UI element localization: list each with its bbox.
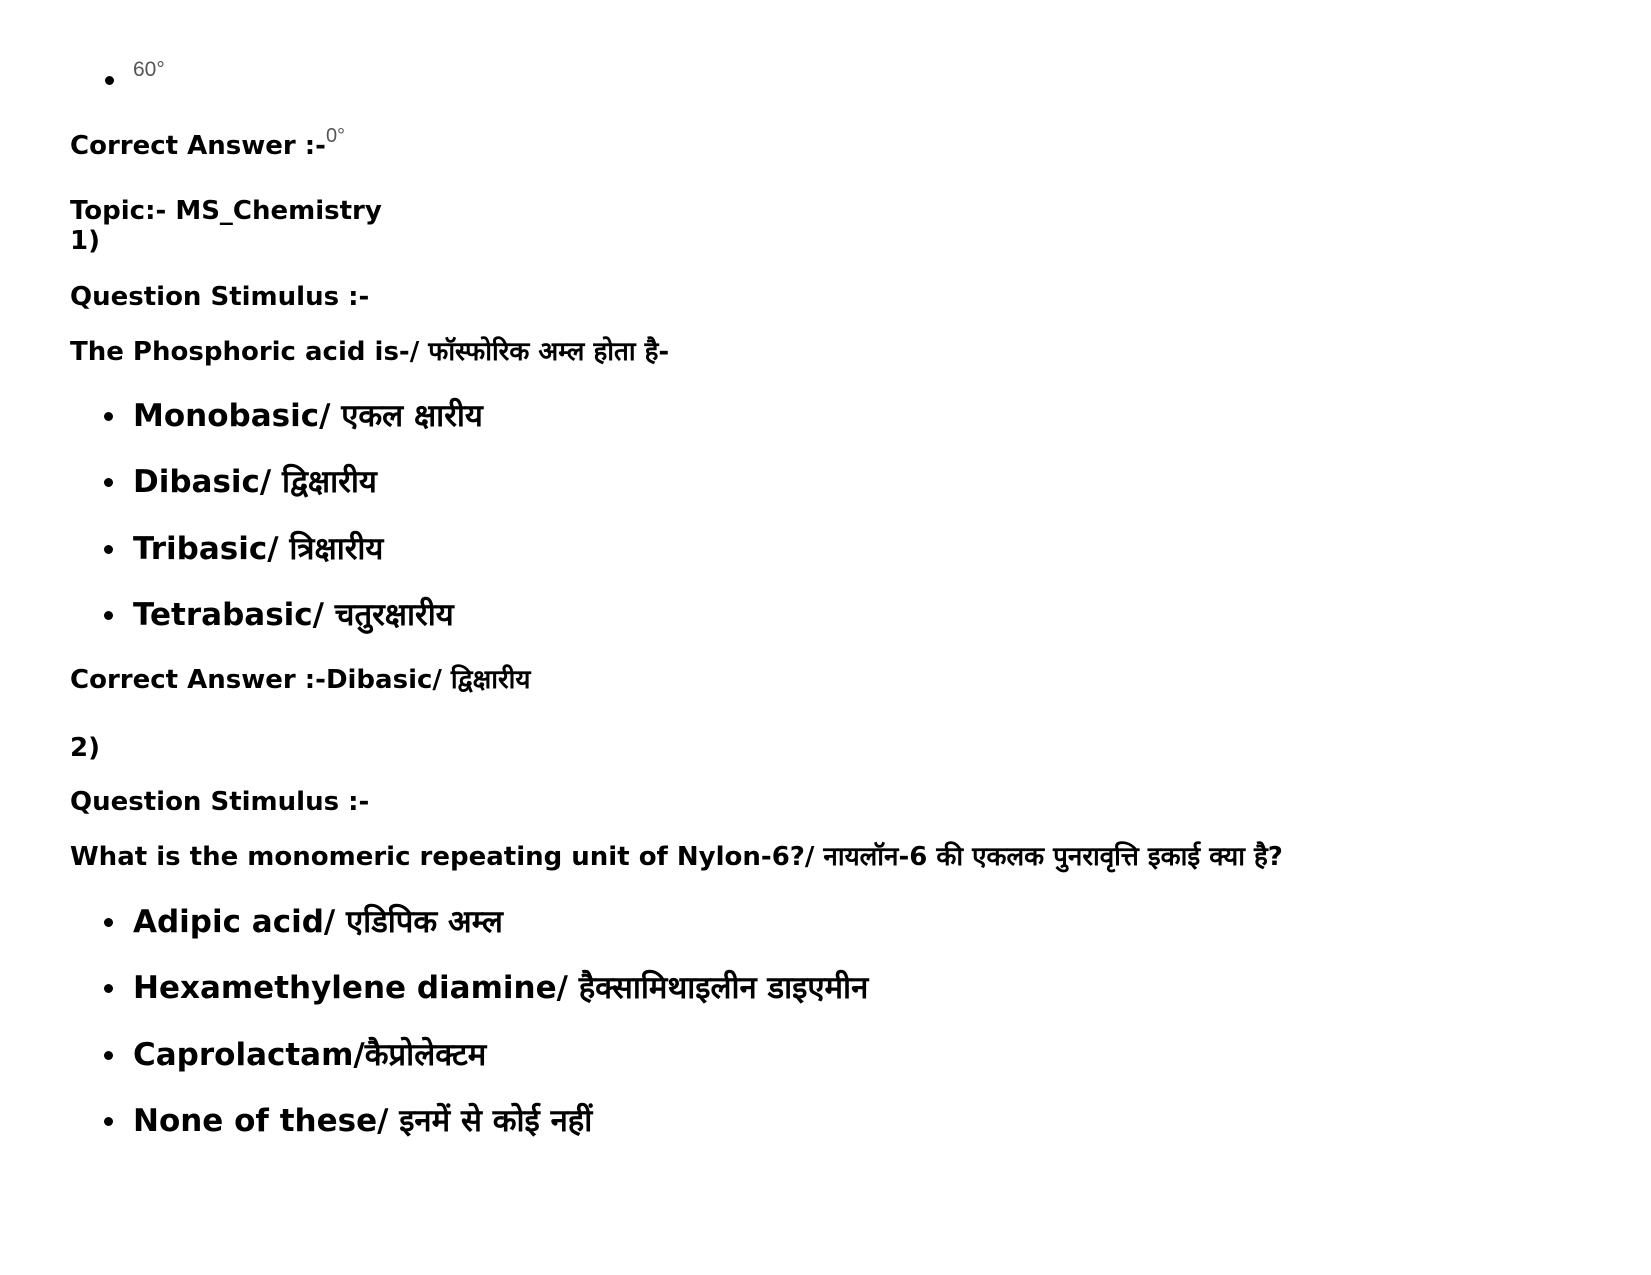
correct-answer: Correct Answer :-Dibasic/ द्विक्षारीय — [70, 665, 531, 695]
question-stem: What is the monomeric repeating unit of Nylon-6?/ नायलॉन-6 की एकलक पुनरावृत्ति इकाई क्या है? — [70, 842, 1283, 872]
bullet-icon — [104, 611, 113, 620]
option-prev-last: 60° — [133, 58, 165, 81]
correct-answer-value: 0° — [325, 125, 346, 147]
bullet-icon — [104, 1051, 113, 1060]
bullet-icon — [105, 76, 114, 85]
option-item: Dibasic/ द्विक्षारीय — [133, 464, 377, 500]
option-item: Tetrabasic/ चतुरक्षारीय — [133, 597, 454, 633]
option-item: Caprolactam/कैप्रोलेक्टम — [133, 1037, 487, 1073]
bullet-icon — [104, 1117, 113, 1126]
question-stimulus-label: Question Stimulus :- — [70, 282, 370, 312]
bullet-icon — [104, 918, 113, 927]
option-item: Adipic acid/ एडिपिक अम्ल — [133, 904, 503, 940]
bullet-icon — [104, 545, 113, 554]
bullet-icon — [104, 412, 113, 421]
question-stimulus-label: Question Stimulus :- — [70, 787, 370, 817]
question-number: 2) — [70, 733, 100, 763]
option-item: Monobasic/ एकल क्षारीय — [133, 398, 483, 434]
bullet-icon — [104, 984, 113, 993]
topic-heading: Topic:- MS_Chemistry — [70, 196, 382, 226]
correct-answer-label: Correct Answer :- — [70, 131, 326, 161]
prev-correct-answer — [70, 125, 346, 163]
bullet-icon — [104, 478, 113, 487]
question-stem: The Phosphoric acid is-/ फॉस्फोरिक अम्ल होता है- — [70, 337, 670, 367]
option-item: Tribasic/ त्रिक्षारीय — [133, 531, 384, 567]
option-item: Hexamethylene diamine/ हैक्सामिथाइलीन डाइएमीन — [133, 970, 869, 1006]
question-number: 1) — [70, 226, 100, 256]
option-item: None of these/ इनमें से कोई नहीं — [133, 1103, 593, 1139]
